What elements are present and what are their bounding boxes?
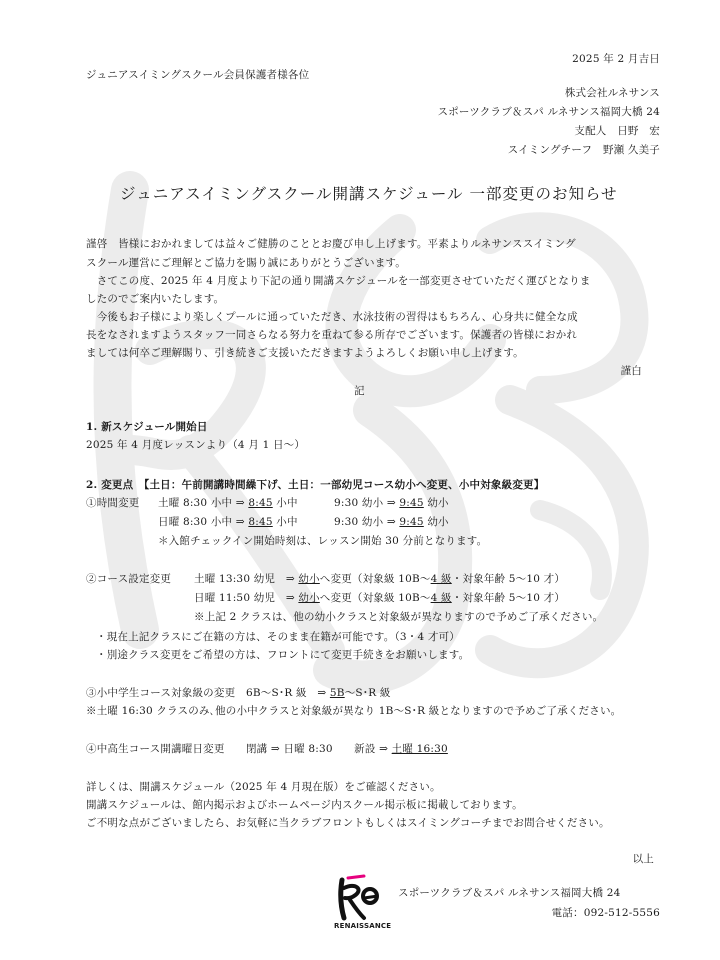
footer-line-1: 詳しくは、開講スケジュール（2025 年 4 月現在版）をご確認ください。 <box>86 781 441 793</box>
level-change-line: ③小中学生コース対象級の変更 6B～S･R 級 ⇒ 5B～S･R 級 <box>86 687 391 699</box>
section-2-heading: 2. 変更点 【土日：午前開講時間繰下げ、土日：一部幼児コース幼小へ変更、小中対象級変更】 <box>86 479 545 491</box>
section-1-text: 2025 年 4 月度レッスンより（4 月 1 日～） <box>86 439 306 451</box>
notice-title: ジュニアスイミングスクール開講スケジュール 一部変更のお知らせ <box>120 185 618 203</box>
document-date: 2025 年 2 月吉日 <box>572 53 660 65</box>
renaissance-logo <box>334 874 392 936</box>
time-change-note: ＊入館チェックイン開始時刻は、レッスン開始 30 分前となります。 <box>158 535 488 547</box>
sender-company: 株式会社ルネサンス <box>564 87 660 99</box>
time-change-sat-b-new: 9:45 <box>399 497 424 509</box>
time-change-sun-a: 日曜 8:30 小中 ⇒ 8:45 小中 <box>158 516 298 528</box>
level-change-note: ※土曜 16:30 クラスのみ､他の小中クラスと対象級が異なり 1B～S･R 級となりますので予めご了承ください。 <box>86 705 622 717</box>
course-change-bullet-1: ・現在上記クラスにご在籍の方は、そのまま在籍が可能です。（3・4 才可） <box>96 631 460 643</box>
greeting-line-3: さてこの度、2025 年 4 月度より下記の通り開講スケジュールを一部変更させていただく運びとなりま <box>86 275 591 287</box>
time-change-label: ①時間変更 <box>86 497 140 509</box>
footer-tel: 電話：092-512-5556 <box>551 907 660 919</box>
day-change-line: ④中高生コース開講曜日変更 閉講 ⇒ 日曜 8:30 新設 ⇒ 土曜 16:30 <box>86 743 448 755</box>
sender-club: スポーツクラブ＆スパ ルネサンス福岡大橋 24 <box>437 106 660 118</box>
time-change-sat-a-new: 8:45 <box>248 497 273 509</box>
ijou-mark: 以上 <box>632 853 654 865</box>
ki-mark: 記 <box>354 385 365 397</box>
greeting-line-2: スクール運営にご理解とご協力を賜り誠にありがとうございます。 <box>86 257 406 269</box>
course-change-sun: 日曜 11:50 幼児 ⇒ 幼小へ変更（対象級 10B～4 級・対象年齢 5～10 才） <box>194 592 566 604</box>
greeting-line-1: 謹啓 皆様におかれましては益々ご健勝のこととお慶び申し上げます。平素よりルネサンススイミング <box>86 238 576 250</box>
logo-wordmark: RENAISSANCE <box>334 922 392 930</box>
sender-chief: スイミングチーフ 野瀬 久美子 <box>507 144 660 156</box>
renaissance-logo-mark <box>334 874 388 922</box>
level-change-new: 5B <box>329 687 345 699</box>
greeting-line-5: 今後もお子様により楽しくプールに通っていただき、水泳技術の習得はもちろん、心身共に健全な成 <box>86 311 578 323</box>
time-change-sun-b-new: 9:45 <box>399 516 424 528</box>
time-change-sun-b: 9:30 幼小 ⇒ 9:45 幼小 <box>334 516 449 528</box>
footer-line-3: ご不明な点がございましたら、お気軽に当クラブフロントもしくはスイミングコーチまでお問合せください。 <box>86 817 610 829</box>
day-change-new: 土曜 16:30 <box>391 743 448 755</box>
greeting-line-7: ましては何卒ご理解賜り、引き続きご支援いただきますようよろしくお願い申し上げます。 <box>86 347 524 359</box>
recipient: ジュニアスイミングスクール会員保護者様各位 <box>86 69 310 81</box>
greeting-line-4: したのでご案内いたします。 <box>86 293 225 305</box>
greeting-line-6: 長をなされますようスタッフ一同さらなる努力を重ねて参る所存でございます。保護者の皆様におかれ <box>86 329 578 341</box>
time-change-sat-b: 9:30 幼小 ⇒ 9:45 幼小 <box>334 497 449 509</box>
course-change-sat: 土曜 13:30 幼児 ⇒ 幼小へ変更（対象級 10B～4 級・対象年齢 5～10 才） <box>194 573 566 585</box>
course-change-bullet-2: ・別途クラス変更をご希望の方は、フロントにて変更手続きをお願いします。 <box>96 649 470 661</box>
footer-club: スポーツクラブ＆スパ ルネサンス福岡大橋 24 <box>398 887 621 899</box>
footer-line-2: 開講スケジュールは、館内掲示およびホームページ内スクール掲示板に掲載しております。 <box>86 799 523 811</box>
course-change-label: ②コース設定変更 <box>86 573 172 585</box>
course-change-note: ※上記 2 クラスは、他の幼小クラスと対象級が異なりますので予めご了承ください。 <box>194 611 604 623</box>
time-change-sun-a-new: 8:45 <box>248 516 273 528</box>
time-change-sat-a: 土曜 8:30 小中 ⇒ 8:45 小中 <box>158 497 298 509</box>
greeting-closing: 謹白 <box>620 365 642 377</box>
section-1-heading: 1. 新スケジュール開始日 <box>86 421 208 433</box>
sender-manager: 支配人 日野 宏 <box>574 125 660 137</box>
